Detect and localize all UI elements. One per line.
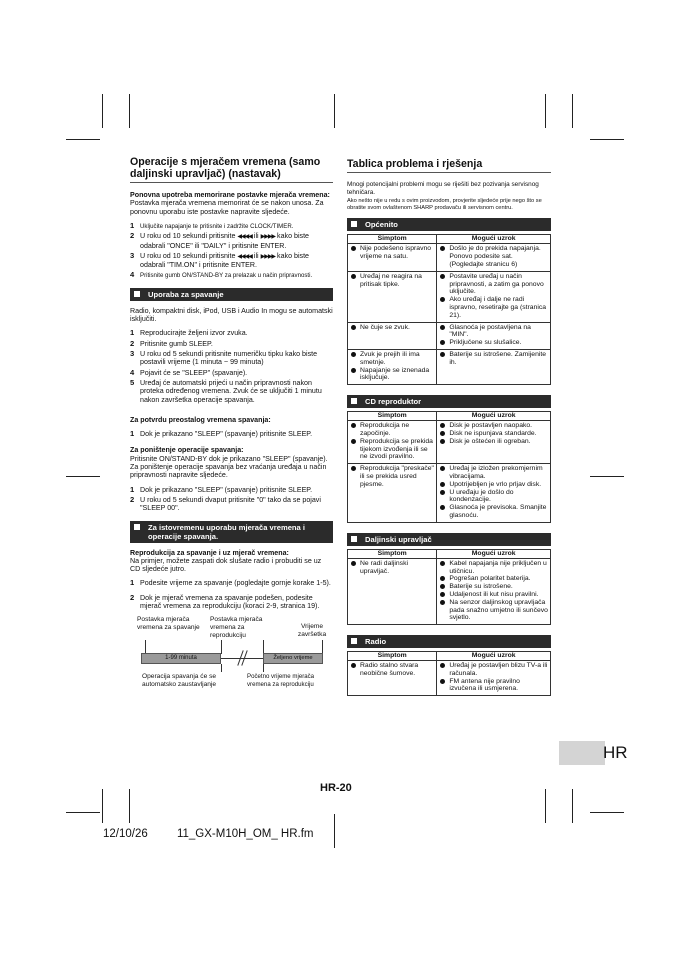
crop-mark: [545, 789, 546, 823]
diagram-label: Postavka mjerača vremena za spavanje: [137, 616, 200, 631]
timer-steps: [130, 222, 333, 280]
crop-mark: [66, 476, 100, 477]
troubleshoot-intro: Mnogi potencijalni problemi mogu se riješiti bez pozivanja servisnog tehničara.: [347, 181, 539, 197]
step-item: 2 Dok je mjerač vremena za spavanje podešen, podesite mjerač vremena za reprodukciju (koraci 2-9, stranica 19).: [130, 592, 320, 611]
sleep-intro: Radio, kompaktni disk, iPod, USB i Audio In mogu se automatski isključiti.: [130, 306, 333, 324]
cause-bullet: Disk ne ispunjava standarde.: [439, 430, 548, 438]
symptom-cell: [348, 322, 437, 349]
symptom-bullet: Reprodukcija ne započinje.: [350, 422, 434, 438]
cause-bullet: Priključene su slušalice.: [439, 339, 548, 347]
step-item: 1 Dok je prikazano "SLEEP" (spavanje) pritisnite SLEEP.: [130, 484, 313, 494]
cause-bullet: Glasnoća je postavljena na "MIN".: [439, 324, 548, 340]
diagram-tick: [322, 640, 323, 654]
table-header: Simptom: [348, 549, 437, 558]
trouble-section: [347, 395, 551, 523]
cause-bullet: FM antena nije pravilno izvučena ili usmjerena.: [439, 678, 548, 694]
desired-time-box: Željeno vrijeme: [263, 653, 323, 664]
combo-text: Na primjer, možete zaspati dok slušate radio i probuditi se uz CD sljedeće jutro.: [130, 556, 322, 574]
table-row: [348, 322, 551, 349]
square-icon: [351, 536, 357, 542]
cause-cell: [437, 349, 551, 384]
cause-bullet: Uređaj je postavljen blizu TV-a ili računala.: [439, 662, 548, 678]
cause-bullet: Pogrešan polaritet baterija.: [439, 575, 548, 583]
page-number: HR-20: [320, 782, 352, 794]
symptom-cell: [348, 349, 437, 384]
step-item: 4 Pojavit će se "SLEEP" (spavanje).: [130, 367, 248, 377]
section-title: Operacije s mjeračem vremena (samo daljinski upravljač) (nastavak): [130, 156, 333, 183]
trouble-table: [347, 549, 551, 625]
symptom-bullet: Radio stalno stvara neobične šumove.: [350, 662, 434, 678]
sleep-steps: [130, 329, 333, 403]
confirm-heading: Za potvrdu preostalog vremena spavanja:: [130, 415, 271, 424]
cause-cell: [437, 244, 551, 271]
cause-bullet: Postavite uređaj u način pripravnosti, a zatim ga ponovo uključite.: [439, 273, 548, 296]
table-header: Mogući uzrok: [437, 652, 551, 661]
step-item: 2 Pritisnite gumb SLEEP.: [130, 338, 213, 348]
diagram-label: Početno vrijeme mjerača vremena za reprodukciju: [247, 673, 315, 688]
cause-cell: [437, 421, 551, 464]
step-item: 3 U roku od 5 sekundi pritisnite numeričku tipku kako biste postavili vrijeme (1 minuta ~ 99 minuta): [130, 349, 318, 367]
cause-bullet: Baterije su istrošene.: [439, 583, 548, 591]
cause-cell: [437, 322, 551, 349]
left-column: [130, 156, 333, 711]
square-icon: [134, 291, 140, 297]
sleep-section-bar: Uporaba za spavanje: [130, 288, 333, 301]
crop-mark: [129, 789, 130, 823]
trouble-table: [347, 411, 551, 523]
square-icon: [134, 524, 140, 530]
step-item: 1 Uključite napajanje te pritisnite i zadržite CLOCK/TIMER.: [130, 220, 294, 230]
footer-filename: 11_GX-M10H_OM_ HR.fm: [176, 828, 314, 840]
diagram-tick: [221, 664, 222, 672]
diagram-tick: [145, 640, 146, 654]
cause-bullet: Glasnoća je previsoka. Smanjite glasnoću.: [439, 504, 548, 520]
symptom-bullet: Reprodukcija "preskače" ili se prekida usred pjesme.: [350, 465, 434, 488]
crop-mark: [590, 812, 624, 813]
symptom-bullet: Zvuk je prejih ili ima smetnje.: [350, 351, 434, 367]
crop-mark: [590, 476, 624, 477]
cancel-heading: Za poništenje operacije spavanja:: [130, 446, 244, 455]
cause-bullet: Baterije su istrošene. Zamijenite ih.: [439, 351, 548, 367]
table-row: [348, 421, 551, 464]
table-row: [348, 558, 551, 624]
cancel-steps: [130, 486, 333, 513]
symptom-bullet: Uređaj ne reagira na pritisak tipke.: [350, 273, 434, 289]
symptom-cell: [348, 464, 437, 523]
cancel-text: Pritisnite ON/STAND-BY dok je prikazano "SLEEP" (spavanje). Za poništenje operacije spavanja bez vraćanja uređaja u način pripravnosti napravite sljedeće.: [130, 454, 328, 480]
table-row: [348, 464, 551, 523]
crop-mark: [66, 139, 100, 140]
step-item: 2 U roku od 10 sekundi pritisnite ◀◀◀◀ ili ▶▶▶▶ kako biste odabrali "ONCE" ili "DAILY" i pritisnite ENTER.: [130, 231, 309, 250]
print-footer: [103, 828, 340, 840]
table-header: Mogući uzrok: [437, 412, 551, 421]
step-item: 3 U roku od 10 sekundi pritisnite ◀◀◀◀ ili ▶▶▶▶ kako biste odabrali "TIM.ON" i pritisnite ENTER.: [130, 250, 309, 270]
step-item: 1 Reproducirajte željeni izvor zvuka.: [130, 328, 248, 338]
combo-steps: [130, 579, 333, 610]
diagram-label: Postavka mjerača vremena za reprodukciju: [210, 616, 263, 639]
cause-bullet: Kabel napajanja nije priključen u utičnicu.: [439, 560, 548, 576]
table-header: Simptom: [348, 412, 437, 421]
diagram-label: Vrijeme završetka: [297, 623, 327, 638]
crop-mark: [102, 94, 103, 128]
square-icon: [351, 221, 357, 227]
right-column: [347, 156, 551, 696]
crop-mark: [334, 94, 335, 128]
crop-mark: [572, 94, 573, 128]
diagram-tick: [263, 664, 264, 672]
trouble-section: [347, 533, 551, 625]
table-header: Simptom: [348, 235, 437, 244]
symptom-bullet: Nije podešeno ispravno vrijeme na satu.: [350, 245, 434, 261]
combo-section-bar: Za istovremenu uporabu mjerača vremena i operacije spavanja.: [130, 521, 333, 543]
trouble-section-bar: Radio: [347, 635, 551, 648]
rewind-icon: ◀◀◀◀: [237, 253, 252, 260]
symptom-cell: [348, 421, 437, 464]
square-icon: [351, 638, 357, 644]
square-icon: [351, 398, 357, 404]
cause-bullet: Disk je oštećen ili ogreban.: [439, 438, 548, 446]
footer-date: 12/10/26: [103, 828, 148, 840]
trouble-section-bar: Općenito: [347, 218, 551, 231]
diagram-label: Operacija spavanja će se automatsko zaustavljanje: [142, 673, 217, 688]
step-item: 1 Dok je prikazano "SLEEP" (spavanje) pritisnite SLEEP.: [130, 429, 313, 439]
section-title: Tablica problema i rješenja: [347, 158, 551, 173]
table-row: [348, 661, 551, 696]
rewind-icon: ◀◀◀◀: [237, 234, 252, 241]
step-item: 5 Uređaj će automatski prijeći u način pripravnosti nakon proteka određenog vremena. Zvuk će se uključiti 1 minutu nakon završetka operacije spavanja.: [130, 377, 322, 404]
table-header: Mogući uzrok: [437, 235, 551, 244]
diagram-line: [221, 658, 263, 659]
table-header: Mogući uzrok: [437, 549, 551, 558]
cause-bullet: Udaljenost ili kut nisu pravilni.: [439, 591, 548, 599]
symptom-cell: [348, 661, 437, 696]
symptom-cell: [348, 271, 437, 322]
symptom-bullet: Ne čuje se zvuk.: [350, 324, 434, 332]
crop-mark: [545, 94, 546, 128]
table-header: Simptom: [348, 652, 437, 661]
cause-bullet: Ako uređaj i dalje ne radi ispravno, resetirajte ga (stranica 21).: [439, 296, 548, 319]
trouble-section: [347, 218, 551, 385]
diagram-tick: [221, 640, 222, 654]
symptom-bullet: Ne radi daljinski upravljač.: [350, 560, 434, 576]
crop-mark: [66, 812, 100, 813]
step-item: 1 Podesite vrijeme za spavanje (pogledajte gornje korake 1-5).: [130, 578, 331, 588]
confirm-steps: [130, 430, 333, 438]
trouble-section-bar: CD reproduktor: [347, 395, 551, 408]
table-row: [348, 349, 551, 384]
symptom-cell: [348, 558, 437, 624]
reuse-heading: Ponovna upotreba memorirane postavke mjerača vremena:: [130, 191, 330, 199]
fast-forward-icon: ▶▶▶▶: [260, 234, 276, 241]
cause-cell: [437, 558, 551, 624]
cause-bullet: U uređaju je došlo do kondenzacije.: [439, 489, 548, 505]
trouble-section-bar: Daljinski upravljač: [347, 533, 551, 546]
cause-cell: [437, 464, 551, 523]
symptom-bullet: Napajanje se iznenada isključuje.: [350, 367, 434, 383]
cause-bullet: Disk je postavljen naopako.: [439, 422, 548, 430]
cause-cell: [437, 661, 551, 696]
trouble-section: [347, 635, 551, 696]
troubleshoot-tables: [347, 218, 551, 696]
trouble-table: [347, 651, 551, 696]
timer-diagram: [130, 616, 333, 711]
symptom-bullet: Reprodukcija se prekida tijekom izvođenja ili se ne izvodi pravilno.: [350, 438, 434, 461]
crop-mark: [102, 789, 103, 823]
cause-cell: [437, 271, 551, 322]
cause-bullet: Uređaj je izložen prekomjernim vibracijama.: [439, 465, 548, 481]
troubleshoot-note: Ako nešto nije u redu s ovim proizvodom, provjerite sljedeće prije nego što se obratite svom ovlaštenom SHARP prodavaču ili servisnom centru.: [347, 197, 542, 211]
step-item: 4 Pritisnite gumb ON/STAND-BY za prelazak u način pripravnosti.: [130, 270, 313, 280]
cause-bullet: Na senzor daljinskog upravljača pada snažno umjetno ili sunčevo svjetlo.: [439, 599, 548, 622]
crop-mark: [129, 94, 130, 128]
trouble-table: [347, 234, 551, 385]
cause-bullet: Došlo je do prekida napajanja. Ponovo podesite sat. (Pogledajte stranicu 6): [439, 245, 548, 268]
crop-mark: [572, 789, 573, 823]
table-row: [348, 244, 551, 271]
combo-heading: Reprodukcija za spavanje i uz mjerač vremena:: [130, 548, 289, 557]
language-tab: HR: [559, 741, 631, 765]
fast-forward-icon: ▶▶▶▶: [260, 253, 276, 260]
table-row: [348, 271, 551, 322]
symptom-cell: [348, 244, 437, 271]
crop-mark: [590, 139, 624, 140]
step-item: 2 U roku od 5 sekundi dvaput pritisnite "0" tako da se pojavi "SLEEP 00".: [130, 494, 321, 513]
reuse-text: Postavka mjerača vremena memorirat će se nakon unosa. Za ponovnu uporabu iste postavke napravite sljedeće.: [130, 199, 324, 216]
duration-box: 1-99 minuta: [141, 653, 221, 664]
diagram-tick: [263, 640, 264, 654]
cause-bullet: Upotrijebljen je vrlo prljav disk.: [439, 481, 548, 489]
